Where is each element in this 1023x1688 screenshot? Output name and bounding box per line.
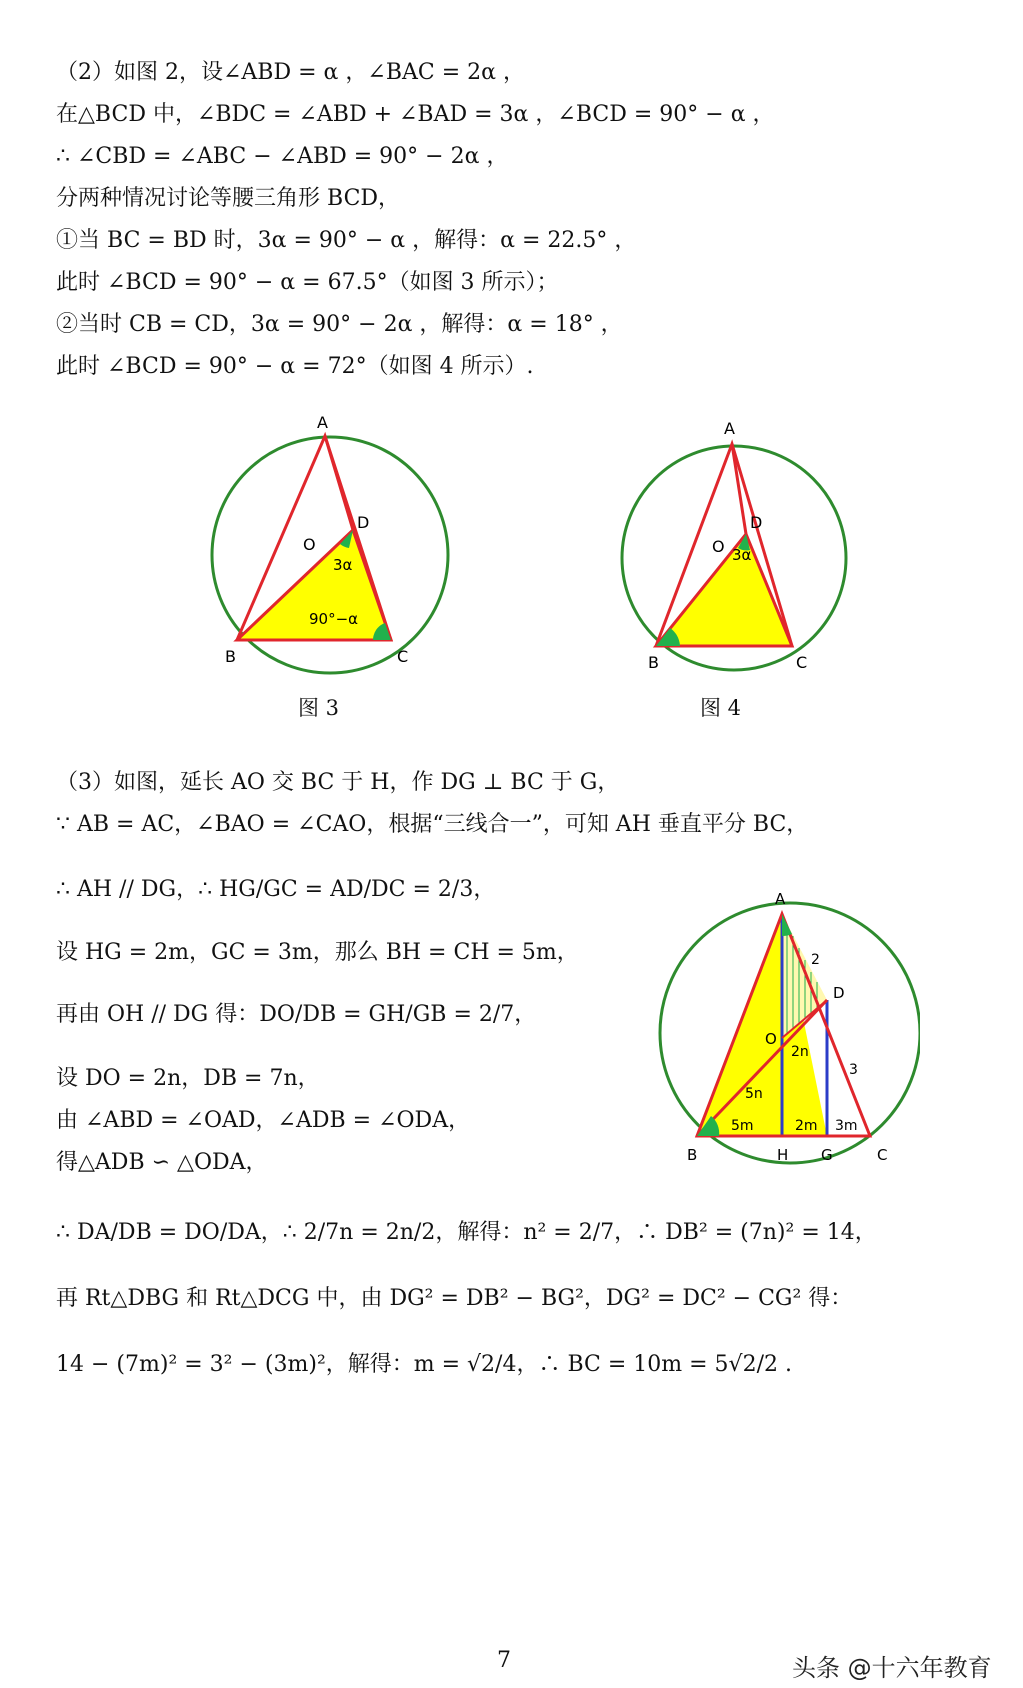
figure-4-caption: 图 4 [700,696,742,720]
part2-line-6: 此时 ∠BCD = 90° − α = 67.5°（如图 3 所示）； [56,270,559,295]
part3-line-11: 14 − (7m)² = 3² − (3m)²，解得：m = √2/4，∴ BC = 10m = 5√2/2 . [56,1352,792,1377]
part3-line-8: 得△ADB ∽ △ODA， [56,1150,268,1175]
part3-line-7: 由 ∠ABD = ∠OAD，∠ADB = ∠ODA， [56,1108,471,1133]
part2-line-8: 此时 ∠BCD = 90° − α = 72°（如图 4 所示）. [56,354,534,379]
fig5-label-b: B [687,1146,698,1164]
part2-line-2: 在△BCD 中，∠BDC = ∠ABD + ∠BAD = 3α ，∠BCD = 90° − α ， [56,102,775,127]
part2-line-4: 分两种情况讨论等腰三角形 BCD， [56,186,401,211]
fig5-seg-dc: 3 [849,1062,858,1078]
fig5-seg-hg: 2m [795,1118,818,1134]
fig3-angle-d: 3α [333,556,353,574]
fig3-label-c: C [397,647,409,666]
part3-line-9: ∴ DA/DB = DO/DA，∴ 2/7n = 2n/2，解得：n² = 2/7，∴ DB² = (7n)² = 14， [56,1220,877,1245]
fig5-label-g: G [821,1146,833,1164]
fig5-label-h: H [777,1146,789,1164]
fig4-label-a: A [724,420,735,438]
fig3-label-b: B [225,647,236,666]
watermark: 头条 @十六年教育 [792,1654,992,1682]
fig5-seg-gc: 3m [835,1118,858,1134]
fig5-seg-od: 2n [791,1044,809,1060]
figure-5 [645,888,920,1173]
fig5-seg-bo: 5n [745,1086,763,1102]
part3-line-5: 再由 OH // DG 得：DO/DB = GH/GB = 2/7， [56,1002,537,1027]
part2-line-3: ∴ ∠CBD = ∠ABC − ∠ABD = 90° − 2α ， [56,144,509,169]
part3-line-2: ∵ AB = AC，∠BAO = ∠CAO，根据“三线合一”，可知 AH 垂直平分 BC， [56,812,809,837]
part2-line-1: （2）如图 2，设∠ABD = α ，∠BAC = 2α ， [56,60,525,85]
fig4-label-b: B [648,653,659,672]
fig4-angle-d: 3α [732,546,752,564]
fig3-label-o: O [303,535,316,554]
fig5-label-c: C [877,1146,888,1164]
part3-line-1: （3）如图，延长 AO 交 BC 于 H，作 DG ⊥ BC 于 G， [56,770,620,795]
part3-line-3: ∴ AH // DG，∴ HG/GC = AD/DC = 2/3， [56,877,496,902]
part2-line-5: ①当 BC = BD 时，3α = 90° − α ，解得：α = 22.5° ， [56,228,637,253]
part3-line-10: 再 Rt△DBG 和 Rt△DCG 中，由 DG² = DB² − BG²，DG² = DC² − CG² 得： [56,1286,853,1311]
part3-line-6: 设 DO = 2n，DB = 7n， [56,1066,320,1091]
fig5-label-a: A [775,890,786,908]
fig3-label-a: A [317,413,328,432]
fig4-label-d: D [750,513,763,532]
part3-line-4: 设 HG = 2m，GC = 3m，那么 BH = CH = 5m， [56,940,579,965]
fig3-label-d: D [357,513,370,532]
fig3-angle-c: 90°−α [309,610,359,628]
figure-4 [610,420,860,680]
fig4-label-o: O [712,537,725,556]
figure-3-caption: 图 3 [298,696,340,720]
fig5-label-d: D [833,984,845,1002]
fig4-label-c: C [796,653,808,672]
page-number: 7 [497,1648,511,1673]
fig5-label-o: O [765,1030,777,1048]
figure-3 [205,400,455,680]
part2-line-7: ②当时 CB = CD，3α = 90° − 2α ，解得：α = 18° ， [56,312,623,337]
fig5-seg-ad: 2 [811,952,820,968]
fig5-seg-bh: 5m [731,1118,754,1134]
